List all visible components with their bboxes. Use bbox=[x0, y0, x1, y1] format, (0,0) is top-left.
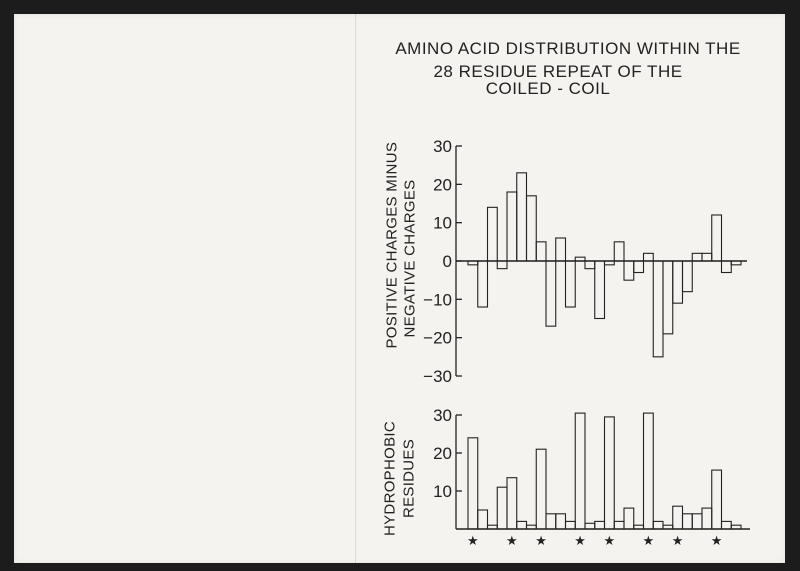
charge-ylabel-line-1: POSITIVE CHARGES MINUS bbox=[383, 141, 401, 349]
hydrophobic-bar bbox=[546, 514, 556, 529]
hydrophobic-bar bbox=[605, 417, 615, 529]
hydrophobic-bar bbox=[673, 506, 683, 529]
hydrophobic-bar bbox=[575, 413, 585, 529]
charge-chart bbox=[423, 137, 747, 386]
charge-bar bbox=[566, 261, 576, 307]
charge-bar bbox=[527, 196, 537, 261]
hydrophobic-bar bbox=[585, 523, 595, 529]
chart-title-line-3: COILED - COIL bbox=[485, 79, 611, 98]
charge-y-tick-label: −20 bbox=[423, 328, 452, 348]
hydrophobic-bar bbox=[497, 487, 507, 529]
hydrophobic-bar bbox=[556, 514, 566, 529]
charge-y-tick-label: 10 bbox=[433, 213, 452, 233]
charge-bar bbox=[692, 253, 702, 261]
hydrophobic-y-tick-label: 30 bbox=[433, 406, 452, 425]
hydrophobic-bar bbox=[692, 514, 702, 529]
charge-bar bbox=[517, 173, 527, 261]
charge-bar bbox=[712, 215, 722, 261]
star-marker: ★ bbox=[671, 534, 684, 549]
charge-bar bbox=[585, 261, 595, 269]
hydrophobic-bar bbox=[614, 521, 624, 529]
hydrophobic-bar bbox=[595, 521, 605, 529]
star-marker: ★ bbox=[603, 534, 616, 549]
chart-title-line-2: 28 RESIDUE REPEAT OF THE bbox=[433, 62, 683, 81]
hydrophobic-bar bbox=[566, 521, 576, 529]
charge-ylabel-line-2: NEGATIVE CHARGES bbox=[401, 179, 419, 338]
charge-bar bbox=[488, 207, 498, 261]
charge-bar bbox=[673, 261, 683, 303]
charge-bar bbox=[663, 261, 673, 334]
hydrophobic-bar bbox=[478, 510, 488, 529]
hydrophobic-bar bbox=[712, 470, 722, 529]
hydrophobic-bar bbox=[507, 478, 517, 529]
charge-bar bbox=[653, 261, 663, 357]
charge-bar bbox=[683, 261, 693, 292]
charge-bar bbox=[614, 242, 624, 261]
star-marker: ★ bbox=[574, 534, 586, 549]
star-marker: ★ bbox=[642, 534, 655, 549]
charge-y-tick-label: 0 bbox=[442, 252, 452, 271]
star-marker: ★ bbox=[535, 534, 547, 549]
hydrophobic-bar bbox=[644, 413, 654, 529]
charge-bar bbox=[507, 192, 517, 261]
charge-bar bbox=[722, 261, 732, 273]
charge-bar bbox=[644, 253, 654, 261]
hydrophobic-chart bbox=[433, 406, 750, 549]
charge-bar bbox=[536, 242, 546, 261]
chart-title-line-1: AMINO ACID DISTRIBUTION WITHIN THE bbox=[395, 39, 741, 58]
charge-y-tick-label: 30 bbox=[433, 137, 452, 156]
charge-bar bbox=[478, 261, 488, 307]
star-marker: ★ bbox=[710, 534, 723, 549]
hydrophobic-y-tick-label: 10 bbox=[433, 482, 452, 501]
hydrophobic-bar bbox=[653, 521, 663, 529]
charge-bar bbox=[497, 261, 507, 269]
hydrophobic-bar bbox=[722, 521, 732, 529]
hydrophobic-bar bbox=[517, 521, 527, 529]
charge-y-tick-label: −10 bbox=[423, 290, 452, 310]
charge-bar bbox=[546, 261, 556, 326]
star-marker: ★ bbox=[467, 534, 479, 549]
hydrophobic-bar bbox=[468, 438, 478, 529]
hydrophobic-y-tick-label: 20 bbox=[433, 444, 452, 463]
hydrophobic-bar bbox=[624, 508, 634, 529]
charge-bar bbox=[624, 261, 634, 280]
hydrophobic-bar bbox=[683, 514, 693, 529]
charge-y-tick-label: −30 bbox=[423, 367, 452, 386]
charge-bar bbox=[556, 238, 566, 261]
charge-y-tick-label: 20 bbox=[433, 175, 452, 195]
hydrophobic-ylabel-line-1: HYDROPHOBIC bbox=[381, 421, 399, 536]
charge-bar bbox=[595, 261, 605, 319]
hydrophobic-bar bbox=[702, 508, 712, 529]
star-marker: ★ bbox=[506, 534, 518, 549]
charge-bar bbox=[634, 261, 644, 273]
charge-bar bbox=[702, 253, 712, 261]
hydrophobic-bar bbox=[536, 449, 546, 529]
hydrophobic-ylabel-line-2: RESIDUES bbox=[400, 438, 418, 519]
